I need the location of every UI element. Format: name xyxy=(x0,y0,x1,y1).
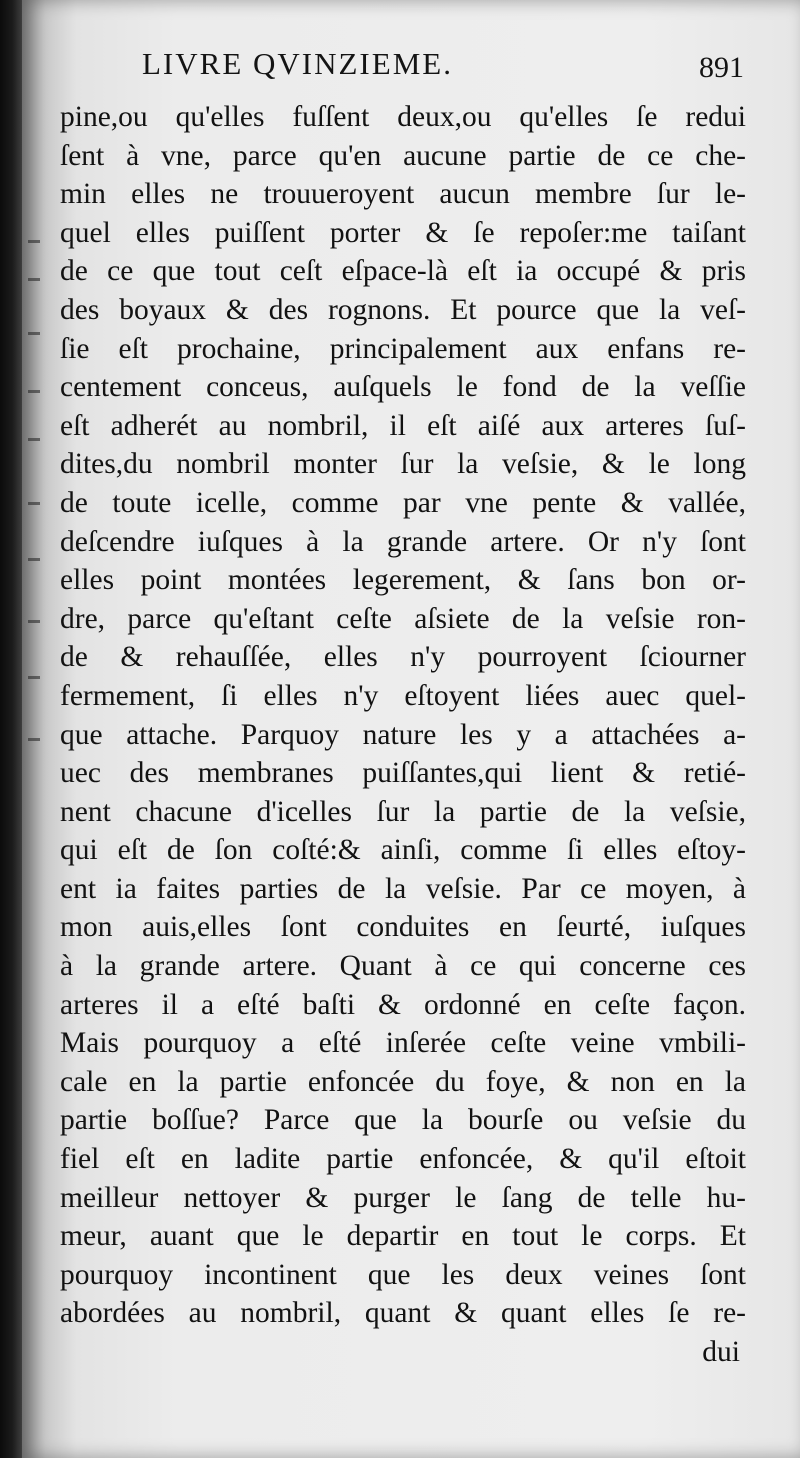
text-line: ent ia faites parties de la veſsie. Par ce moyen, à xyxy=(60,872,746,905)
text-line: cale en la partie enfoncée du foye, & non en la xyxy=(60,1065,746,1098)
text-line: de ce que tout ceſt eſpace-là eſt ia occupé & pris xyxy=(60,255,746,288)
text-line: pourquoy incontinent que les deux veines ſont xyxy=(60,1258,746,1291)
text-line: meilleur nettoyer & purger le ſang de telle hu- xyxy=(60,1181,746,1214)
text-line: arteres il a eſté baſti & ordonné en ceſte façon. xyxy=(60,988,746,1021)
text-line: de toute icelle, comme par vne pente & vallée, xyxy=(60,486,746,519)
catchword: dui xyxy=(702,1336,740,1368)
text-line: eſt adherét au nombril, il eſt aiſé aux arteres ſuſ- xyxy=(60,409,746,442)
text-line: nent chacune d'icelles ſur la partie de la veſsie, xyxy=(60,795,746,828)
page-number: 891 xyxy=(699,51,744,84)
body-text xyxy=(60,98,746,1438)
text-line: dites,du nombril monter ſur la veſsie, & le long xyxy=(60,448,746,481)
text-line: deſcendre iuſques à la grande artere. Or n'y ſont xyxy=(60,525,746,558)
text-line: Mais pourquoy a eſté inſerée ceſte veine vmbili- xyxy=(60,1027,746,1060)
text-line: de & rehauſſée, elles n'y pourroyent ſciourner xyxy=(60,641,746,674)
text-line: min elles ne trouueroyent aucun membre ſur le- xyxy=(60,178,746,211)
text-line: elles point montées legerement, & ſans bon or- xyxy=(60,564,746,597)
text-line: quel elles puiſſent porter & ſe repoſer:me taiſant xyxy=(60,216,746,249)
text-line: fermement, ſi elles n'y eſtoyent liées auec quel- xyxy=(60,679,746,712)
text-line: que attache. Parquoy nature les y a attachées a- xyxy=(60,718,746,751)
text-line: ſie eſt prochaine, principalement aux enfans re- xyxy=(60,332,746,365)
margin-edge-marks xyxy=(28,240,46,760)
text-line: à la grande artere. Quant à ce qui concerne ces xyxy=(60,950,746,983)
text-line: fiel eſt en ladite partie enfoncée, & qu'il eſtoit xyxy=(60,1143,746,1176)
text-line: mon auis,elles ſont conduites en ſeurté, iuſques xyxy=(60,911,746,944)
text-line: dre, parce qu'eſtant ceſte aſsiete de la veſsie ron- xyxy=(60,602,746,635)
text-line: qui eſt de ſon coſté:& ainſi, comme ſi elles eſtoy- xyxy=(60,834,746,867)
text-line: des boyaux & des rognons. Et pource que la veſ- xyxy=(60,293,746,326)
page-header xyxy=(118,38,744,88)
text-line: partie boſſue? Parce que la bourſe ou veſsie du xyxy=(60,1104,746,1137)
text-line: meur, auant que le departir en tout le corps. Et xyxy=(60,1220,746,1253)
running-title: LIVRE QVINZIEME. xyxy=(142,46,453,81)
text-line: abordées au nombril, quant & quant elles ſe re- xyxy=(60,1297,746,1330)
text-line: uec des membranes puiſſantes,qui lient & retié- xyxy=(60,757,746,790)
text-line: centement conceus, auſquels le fond de la veſſie xyxy=(60,371,746,404)
text-line: ſent à vne, parce qu'en aucune partie de ce che- xyxy=(60,139,746,172)
text-line: pine,ou qu'elles fuſſent deux,ou qu'elles ſe redui xyxy=(60,101,746,133)
